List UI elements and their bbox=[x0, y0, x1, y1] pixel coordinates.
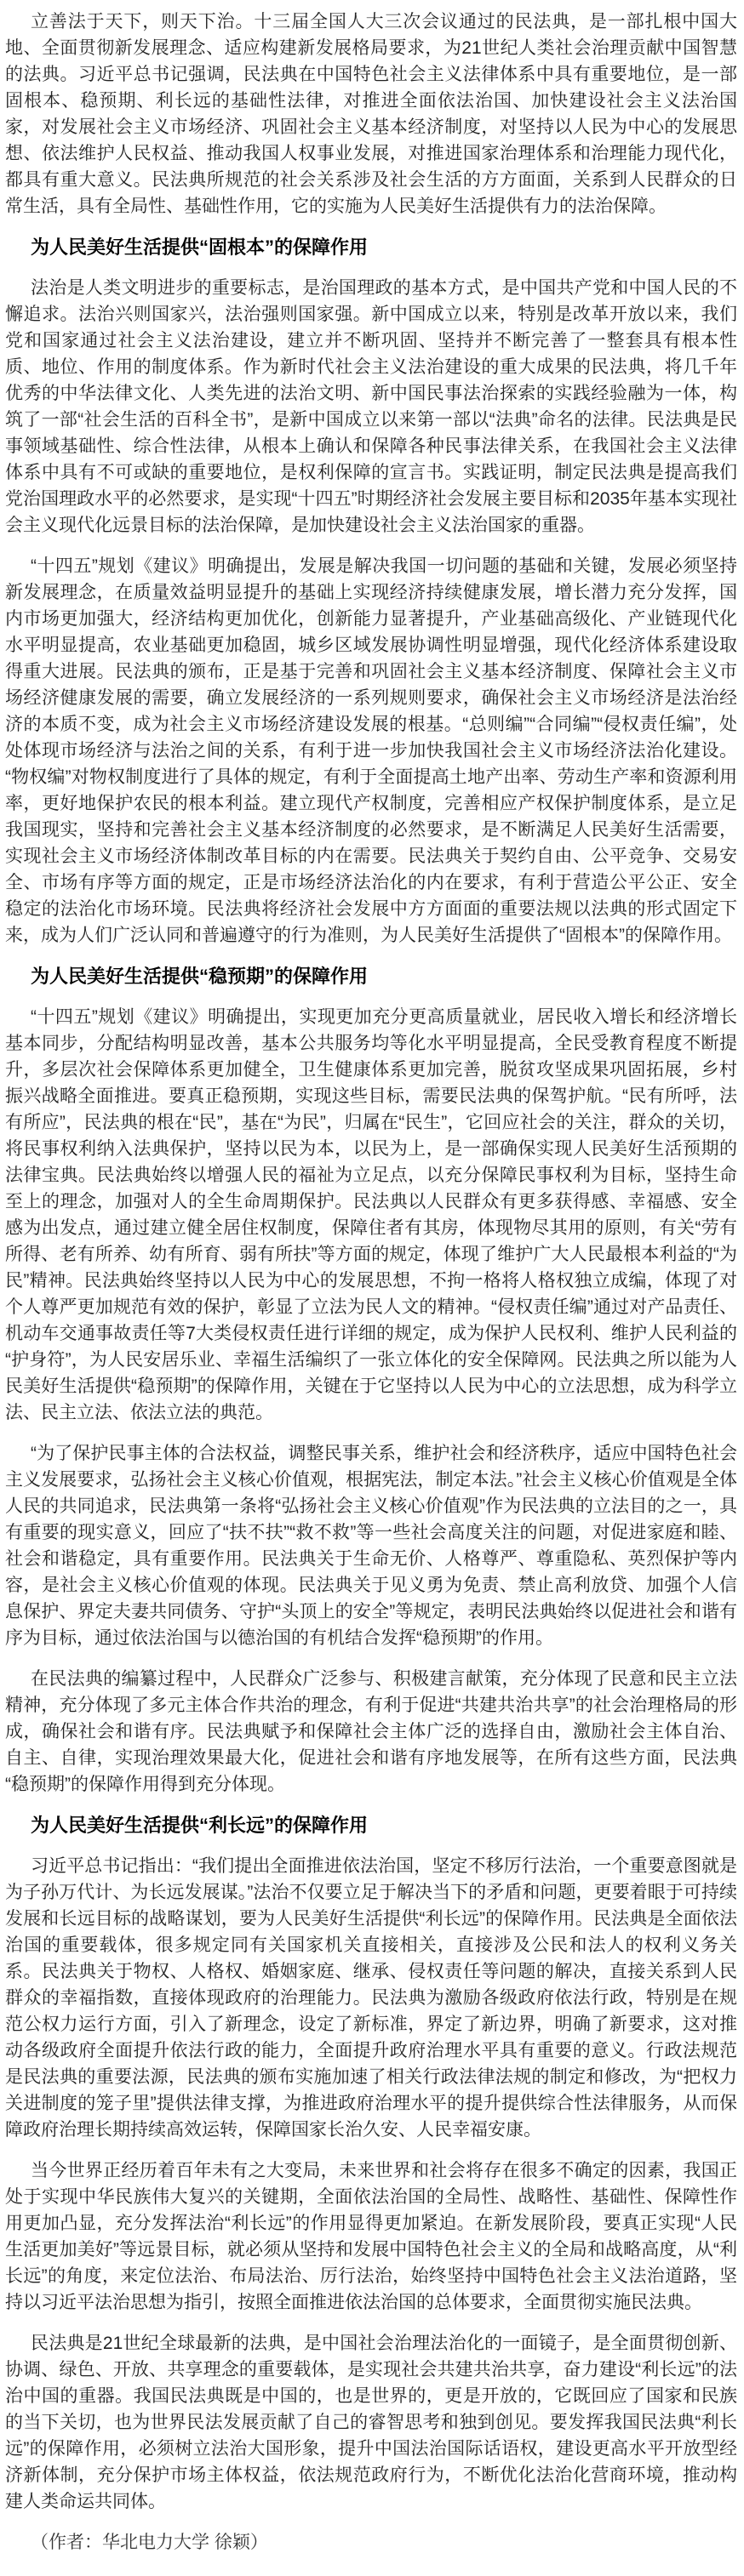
section-heading-lichangyuan: 为人民美好生活提供“利长远”的保障作用 bbox=[31, 1815, 369, 1836]
paragraph-core-values: “为了保护民事主体的合法权益，调整民事关系，维护社会和经济秩序，适应中国特色社会主义发展要求，弘扬社会主义核心价值观，根据宪法，制定本法。”社会主义核心价值观是全体人民的共同追求，民法典第一条将“弘扬社会主义核心价值观”作为民法典的立法目的之一，具有重要的现实意义，回应了“扶不扶”“救不救”等一些社会高度关注的问题，对促进家庭和睦、社会和谐稳定，具有重要作用。民法典关于生命无价、人格尊严、尊重隐私、英烈保护等内容，是社会主义核心价值观的体现。民法典关于见义勇为免责、禁止高利放贷、加强个人信息保护、界定夫妻共同债务、守护“头顶上的安全”等规定，表明民法典始终以促进社会和谐有序为目标，通过依法治国与以德治国的有机结合发挥“稳预期”的作用。 bbox=[5, 1444, 737, 1648]
section-heading-wenyuqi: 为人民美好生活提供“稳预期”的保障作用 bbox=[31, 966, 369, 987]
author-line: （作者：华北电力大学 徐颖） bbox=[31, 2533, 268, 2552]
paragraph-livelihood: “十四五”规划《建议》明确提出，实现更加充分更高质量就业，居民收入增长和经济增长基本同步，分配结构明显改善，基本公共服务均等化水平明显提高，全民受教育程度不断提升，多层次社会保障体系更加健全，卫生健康体系更加完善，脱贫攻坚成果巩固拓展，乡村振兴战略全面推进。要真正稳预期，实现这些目标，需要民法典的保驾护航。“民有所呼，法有所应”，民法典的根在“民”，基在“为民”，归属在“民生”，它回应社会的关注，群众的关切，将民事权利纳入法典保护，坚持以民为本，以民为上，是一部确保实现人民美好生活预期的法律宝典。民法典始终以增强人民的福祉为立足点，以充分保障民事权利为目标，坚持生命至上的理念，加强对人的全生命周期保护。民法典以人民群众有更多获得感、幸福感、安全感为出发点，通过建立健全居住权制度，保障住者有其房，体现物尽其用的原则，有关“劳有所得、老有所养、幼有所育、弱有所扶”等方面的规定，体现了维护广大人民最根本利益的“为民”精神。民法典始终坚持以人民为中心的发展思想，不拘一格将人格权独立成编，体现了对个人尊严更加规范有效的保护，彰显了立法为民人文的精神。“侵权责任编”通过对产品责任、机动车交通事故责任等7大类侵权责任进行详细的规定，成为保护人民权利、维护人民利益的“护身符”，为人民安居乐业、幸福生活编织了一张立体化的安全保障网。民法典之所以能为人民美好生活提供“稳预期”的保障作用，关键在于它坚持以人民为中心的立法思想，成为科学立法、民主立法、依法立法的典范。 bbox=[5, 1007, 737, 1422]
paragraph-rule-of-law: 法治是人类文明进步的重要标志，是治国理政的基本方式，是中国共产党和中国人民的不懈追求。法治兴则国家兴，法治强则国家强。新中国成立以来，特别是改革开放以来，我们党和国家通过社会主义法治建设，建立并不断巩固、坚持并不断完善了一整套具有根本性质、地位、作用的制度体系。作为新时代社会主义法治建设的重大成果的民法典，将几千年优秀的中华法律文化、人类先进的法治文明、新中国民事法治探索的实践经验融为一体，构筑了一部“社会生活的百科全书”，是新中国成立以来第一部以“法典”命名的法律。民法典是民事领域基础性、综合性法律，从根本上确认和保障各种民事法律关系，在我国社会主义法律体系中具有不可或缺的重要地位，是权利保障的宣言书。实践证明，制定民法典是提高我们党治国理政水平的必然要求，是实现“十四五”时期经济社会发展主要目标和2035年基本实现社会主义现代化远景目标的法治保障，是加快建设社会主义法治国家的重器。 bbox=[5, 278, 737, 535]
section-heading-gugenben: 为人民美好生活提供“固根本”的保障作用 bbox=[31, 237, 369, 258]
paragraph-governance: 习近平总书记指出：“我们提出全面推进依法治国，坚定不移厉行法治，一个重要意图就是为子孙万代计、为长远发展谋。”法治不仅要立足于解决当下的矛盾和问题，更要着眼于可持续发展和长远目标的战略谋划，要为人民美好生活提供“利长远”的保障作用。民法典是全面依法治国的重要载体，很多规定同有关国家机关直接相关，直接涉及公民和法人的权利义务关系。民法典关于物权、人格权、婚姻家庭、继承、侵权责任等问题的解决，直接关系到人民群众的幸福指数，直接体现政府的治理能力。民法典为激励各级政府依法行政，特别是在规范公权力运行方面，引入了新理念，设定了新标准，界定了新边界，明确了新要求，这对推动各级政府全面提升依法行政的能力，全面提升政府治理水平具有重要的意义。行政法规范是民法典的重要法源，民法典的颁布实施加速了相关行政法律法规的制定和修改，为“把权力关进制度的笼子里”提供法律支撑，为推进政府治理水平的提升提供综合性法律服务，从而保障政府治理长期持续高效运转，保障国家长治久安、人民幸福安康。 bbox=[5, 1856, 737, 2140]
paragraph-codification: 在民法典的编纂过程中，人民群众广泛参与、积极建言献策，充分体现了民意和民主立法精神，充分体现了多元主体合作共治的理念，有利于促进“共建共治共享”的社会治理格局的形成，确保社会和谐有序。民法典赋予和保障社会主体广泛的选择自由，激励社会主体自治、自主、自律，实现治理效果最大化，促进社会和谐有序地发展等，在所有这些方面，民法典“稳预期”的保障作用得到充分体现。 bbox=[5, 1669, 737, 1794]
paragraph-economy: “十四五”规划《建议》明确提出，发展是解决我国一切问题的基础和关键，发展必须坚持新发展理念，在质量效益明显提升的基础上实现经济持续健康发展，增长潜力充分发挥，国内市场更加强大，经济结构更加优化，创新能力显著提升，产业基础高级化、产业链现代化水平明显提高，农业基础更加稳固，城乡区域发展协调性明显增强，现代化经济体系建设取得重大进展。民法典的颁布，正是基于完善和巩固社会主义基本经济制度、保障社会主义市场经济健康发展的需要，确立发展经济的一系列规则要求，确保社会主义市场经济是法治经济的本质不变，成为社会主义市场经济建设发展的根基。“总则编”“合同编”“侵权责任编”，处处体现市场经济与法治之间的关系，有利于进一步加快我国社会主义市场经济法治化建设。“物权编”对物权制度进行了具体的规定，有利于全面提高土地产出率、劳动生产率和资源利用率，更好地保护农民的根本利益。建立现代产权制度，完善相应产权保护制度体系，是立足我国现实，坚持和完善社会主义基本经济制度的必然要求，是不断满足人民美好生活需要，实现社会主义市场经济体制改革目标的内在需要。民法典关于契约自由、公平竞争、交易安全、市场有序等方面的规定，正是市场经济法治化的内在要求，有利于营造公平公正、安全稳定的法治化市场环境。民法典将经济社会发展中方方面面的重要法规以法典的形式固定下来，成为人们广泛认同和普遍遵守的行为准则，为人民美好生活提供了“固根本”的保障作用。 bbox=[5, 556, 737, 945]
paragraph-new-era: 当今世界正经历着百年未有之大变局，未来世界和社会将存在很多不确定的因素，我国正处于实现中华民族伟大复兴的关键期，全面依法治国的全局性、战略性、基础性、保障性作用更加凸显，充分发挥法治“利长远”的作用显得更加紧迫。在新发展阶段，要真正实现“人民生活更加美好”等远景目标，就必须从坚持和发展中国特色社会主义的全局和战略高度，从“利长远”的角度，来定位法治、布局法治、厉行法治，始终坚持中国特色社会主义法治道路，坚持以习近平法治思想为指引，按照全面推进依法治国的总体要求，全面贯彻实施民法典。 bbox=[5, 2161, 737, 2312]
paragraph-intro: 立善法于天下，则天下治。十三届全国人大三次会议通过的民法典，是一部扎根中国大地、全面贯彻新发展理念、适应构建新发展格局要求，为21世纪人类社会治理贡献中国智慧的法典。习近平总书记强调，民法典在中国特色社会主义法律体系中具有重要地位，是一部固根本、稳预期、利长远的基础性法律，对推进全面依法治国、加快建设社会主义法治国家，对发展社会主义市场经济、巩固社会主义基本经济制度，对坚持以人民为中心的发展思想、依法维护人民权益、推动我国人权事业发展，对推进国家治理体系和治理能力现代化，都具有重大意义。民法典所规范的社会关系涉及社会生活的方方面面，关系到人民群众的日常生活，具有全局性、基础性作用，它的实施为人民美好生活提供有力的法治保障。 bbox=[5, 12, 737, 216]
paragraph-global-code: 民法典是21世纪全球最新的法典，是中国社会治理法治化的一面镜子，是全面贯彻创新、协调、绿色、开放、共享理念的重要载体，是实现社会共建共治共享，奋力建设“利长远”的法治中国的重器。我国民法典既是中国的，也是世界的，更是开放的，它既回应了国家和民族的当下关切，也为世界民法发展贡献了自己的睿智思考和独到创见。要发挥我国民法典“利长远”的保障作用，必须树立法治大国形象，提升中国法治国际话语权，建设更高水平开放型经济新体制，充分保护市场主体权益，依法规范政府行为，不断优化法治化营商环境，推动构建人类命运共同体。 bbox=[5, 2334, 737, 2511]
